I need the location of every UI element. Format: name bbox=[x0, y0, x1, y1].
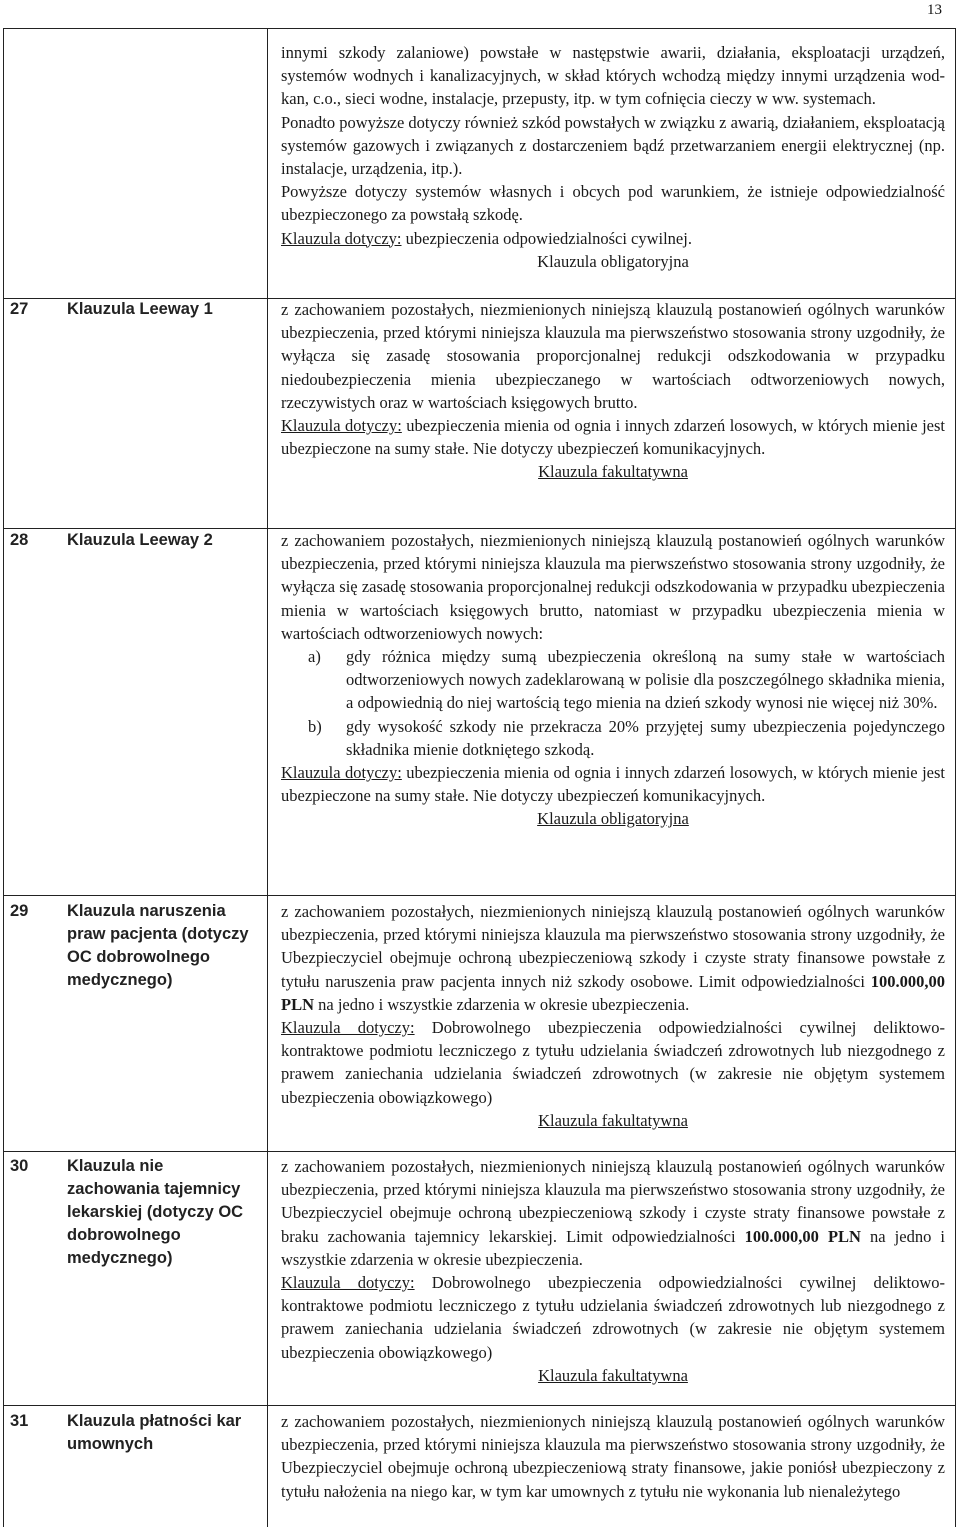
clause-applies bbox=[281, 414, 945, 460]
clause-body-text: na jedno i wszystkie zdarzenia w okresie ubezpieczenia. bbox=[314, 994, 690, 1014]
conditions-list bbox=[281, 645, 945, 761]
clause-body: z zachowaniem pozostałych, niezmienionych niniejszą klauzulą postanowień ogólnych warunków ubezpieczenia, przed którymi niniejsza klauzula ma pierwszeństwo stosowania strony uzgodniły, że wyłącza się zasadę stosowania proporcjonalnej redukcji odszkodowania w przypadku niedoubezpieczenia mienia ubezpieczanego w wartościach odtworzeniowych nowych, rzeczywistych oraz w wartościach księgowych brutto. bbox=[281, 300, 945, 412]
clause-number: 29 bbox=[10, 902, 29, 920]
applies-text: ubezpieczenia mienia od ognia i innych zdarzeń losowych, w których mienie jest ubezpieczone na sumy stałe. Nie dotyczy ubezpieczeń komunikacyjnych. bbox=[281, 763, 945, 806]
clause-body-text: na jedno i wszystkie zdarzenia w okresie ubezpieczenia. bbox=[281, 1226, 945, 1269]
clause-content-31 bbox=[281, 1410, 945, 1503]
clause-status: Klauzula fakultatywna bbox=[538, 462, 688, 482]
list-item-text: gdy wysokość szkody nie przekracza 20% przyjętej sumy ubezpieczenia pojedynczego składnika mienie dotkniętego szkodą. bbox=[346, 716, 945, 759]
clause-number: 28 bbox=[10, 531, 29, 549]
page-number: 13 bbox=[927, 2, 942, 18]
clause-paragraph: innymi szkody zalaniowe) powstałe w następstwie awarii, działania, eksploatacji urządzeń, systemów wodnych i kanalizacyjnych, w skład których wchodzą między innymi urządzenia wod-kan, c.o., sieci wodne, instalacje, przepusty, itp. w tym cofnięcia cieczy w ww. systemach. bbox=[281, 43, 945, 109]
clause-status: Klauzula obligatoryjna bbox=[537, 809, 689, 829]
clause-applies bbox=[281, 227, 945, 250]
liability-limit: 100.000,00 PLN bbox=[744, 1226, 861, 1246]
applies-label: Klauzula dotyczy: bbox=[281, 228, 402, 248]
list-item bbox=[281, 715, 945, 761]
clause-number: 27 bbox=[10, 300, 29, 318]
clause-number: 31 bbox=[10, 1412, 29, 1430]
clause-content-30 bbox=[281, 1155, 945, 1387]
column-divider bbox=[267, 29, 268, 1527]
clause-applies bbox=[281, 1271, 945, 1364]
list-item bbox=[281, 645, 945, 715]
applies-text: Dobrowolnego ubezpieczenia odpowiedzialności cywilnej deliktowo-kontraktowe podmiotu leczniczego z tytułu udzielania świadczeń zdrowotnych lub niezgodnego z prawem zaniechania udzielania świadczeń zdrowotnych (w zakresie nie objętym systemem ubezpieczenia obowiązkowego) bbox=[281, 1273, 946, 1362]
clause-paragraph: Powyższe dotyczy systemów własnych i obcych pod warunkiem, że istnieje odpowiedzialność ubezpieczonego za powstałą szkodę. bbox=[281, 182, 945, 225]
liability-limit: 100.000,00 PLN bbox=[281, 971, 945, 1014]
clause-number: 30 bbox=[10, 1157, 29, 1175]
clause-name: Klauzula płatności kar umownych bbox=[67, 1412, 242, 1453]
clause-name: Klauzula naruszenia praw pacjenta (dotyczy OC dobrowolnego medycznego) bbox=[67, 902, 249, 989]
applies-label: Klauzula dotyczy: bbox=[281, 1018, 415, 1038]
clause-body bbox=[281, 1155, 945, 1271]
clause-body bbox=[281, 900, 945, 1016]
row-divider bbox=[4, 1151, 955, 1152]
applies-text: Dobrowolnego ubezpieczenia odpowiedzialności cywilnej deliktowo-kontraktowe podmiotu leczniczego z tytułu udzielania świadczeń zdrowotnych lub niezgodnego z prawem zaniechania udzielania świadczeń zdrowotnych (w zakresie nie objętym systemem ubezpieczenia obowiązkowego) bbox=[281, 1018, 946, 1107]
clause-body-text: z zachowaniem pozostałych, niezmienionych niniejszą klauzulą postanowień ogólnych warunków ubezpieczenia, przed którymi niniejsza klauzula ma pierwszeństwo stosowania strony uzgodniły, że Ubezpieczyciel obejmuje ochroną ubezpieczeniową szkody i czyste straty finansowe powstałe z tytułu naruszenia praw pacjenta innych niż szkody osobowe. Limit odpowiedzialności bbox=[281, 902, 945, 991]
clause-content-28 bbox=[281, 529, 945, 831]
clause-body-text: z zachowaniem pozostałych, niezmienionych niniejszą klauzulą postanowień ogólnych warunków ubezpieczenia, przed którymi niniejsza klauzula ma pierwszeństwo stosowania strony uzgodniły, że Ubezpieczyciel obejmuje ochroną ubezpieczeniową szkody i czyste straty finansowe powstałe z braku zachowania tajemnicy lekarskiej. Limit odpowiedzialności bbox=[281, 1157, 945, 1246]
clause-paragraph: Ponadto powyższe dotyczy również szkód powstałych w związku z awarią, działaniem, eksploatacją systemów gazowych i związanych z dostarczeniem bądź przetwarzaniem energii elektrycznej (np. instalacje, urządzenia, itp.). bbox=[281, 112, 945, 179]
clause-status: Klauzula fakultatywna bbox=[538, 1110, 688, 1130]
clause-status: Klauzula fakultatywna bbox=[538, 1365, 688, 1385]
row-divider bbox=[4, 1405, 955, 1406]
list-item-text: gdy różnica między sumą ubezpieczenia określoną na sumy stałe w wartościach odtworzeniowych nowych zadeklarowaną w polisie dla poszczególnego składnika mienia, a odpowiednią do niej wartością tego mienia na dzień szkody wynosi nie więcej niż 30%. bbox=[346, 647, 945, 713]
clause-name: Klauzula Leeway 2 bbox=[67, 531, 213, 549]
clause-applies bbox=[281, 1016, 945, 1109]
row-divider bbox=[4, 895, 955, 896]
applies-text: ubezpieczenia mienia od ognia i innych zdarzeń losowych, w których mienie jest ubezpieczone na sumy stałe. Nie dotyczy ubezpieczeń komunikacyjnych. bbox=[281, 416, 945, 459]
list-marker: b) bbox=[308, 716, 322, 736]
applies-label: Klauzula dotyczy: bbox=[281, 416, 402, 436]
clause-name: Klauzula Leeway 1 bbox=[67, 300, 213, 318]
list-marker: a) bbox=[308, 647, 321, 667]
applies-label: Klauzula dotyczy: bbox=[281, 763, 402, 783]
clause-body: z zachowaniem pozostałych, niezmienionych niniejszą klauzulą postanowień ogólnych warunków ubezpieczenia, przed którymi niniejsza klauzula ma pierwszeństwo stosowania strony uzgodniły, że wyłącza się zasadę stosowania proporcjonalnej redukcji odszkodowania w przypadku ubezpieczenia mienia w wartościach księgowych brutto, natomiast w przypadku ubezpieczenia mienia w wartościach odtworzeniowych nowych: bbox=[281, 531, 945, 643]
applies-label: Klauzula dotyczy: bbox=[281, 1273, 415, 1293]
clause-content-27 bbox=[281, 298, 945, 484]
applies-text: ubezpieczenia odpowiedzialności cywilnej. bbox=[401, 228, 692, 248]
clause-continued-content bbox=[281, 41, 945, 273]
clause-applies bbox=[281, 761, 945, 807]
clause-name: Klauzula nie zachowania tajemnicy lekarskiej (dotyczy OC dobrowolnego medycznego) bbox=[67, 1157, 244, 1267]
clause-status: Klauzula obligatoryjna bbox=[537, 251, 689, 271]
clause-content-29 bbox=[281, 900, 945, 1132]
clause-body: z zachowaniem pozostałych, niezmienionych niniejszą klauzulą postanowień ogólnych warunków ubezpieczenia, przed którymi niniejsza klauzula ma pierwszeństwo stosowania strony uzgodniły, że Ubezpieczyciel obejmuje ochroną ubezpieczeniową straty finansowe, jakie poniósł ubezpieczony z tytułu nałożenia na niego kar, w tym kar umownych z tytułu nie wykonania lub nienależytego bbox=[281, 1412, 945, 1501]
